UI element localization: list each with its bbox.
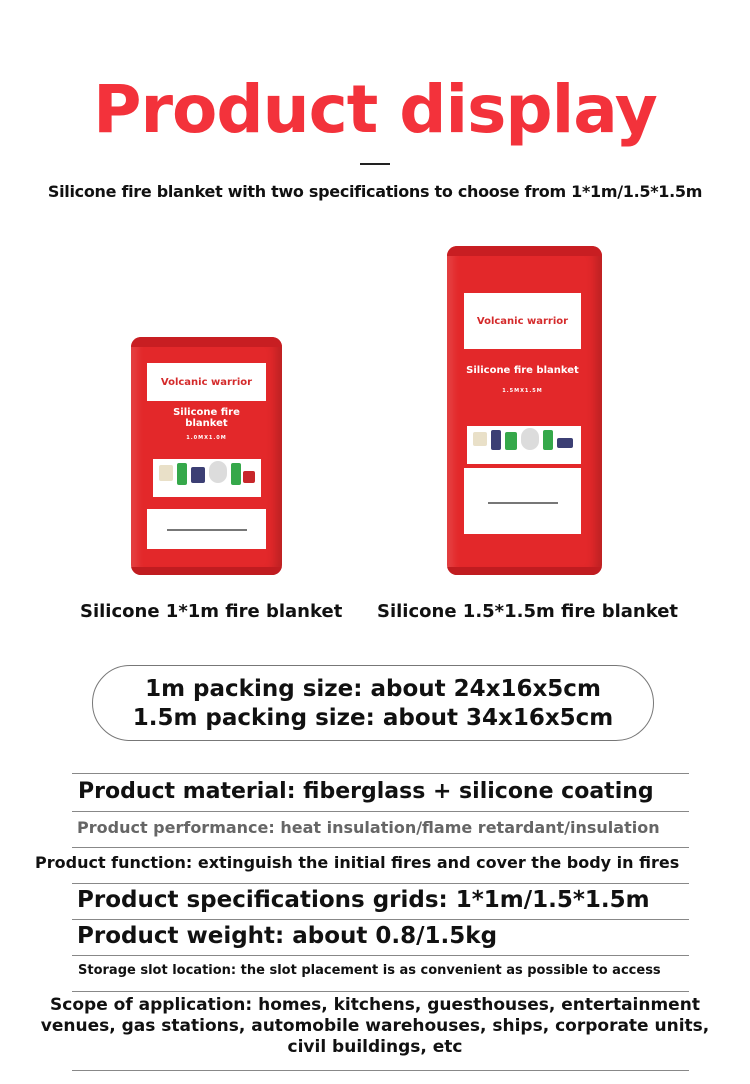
row-divider (72, 1070, 689, 1071)
spec-scope (20, 995, 730, 1058)
spec-scope-line-1: Scope of application: homes, kitchens, guesthouses, entertainment (50, 995, 700, 1015)
spec-performance: Product performance: heat insulation/flame retardant/insulation (77, 818, 660, 837)
product-name-panel (147, 403, 266, 461)
product-brand-label (464, 293, 581, 349)
spec-storage: Storage slot location: the slot placement is as convenient as possible to access (78, 963, 661, 978)
product-size-mark: 1.0MX1.0M (186, 435, 227, 441)
manufacturer-panel (464, 468, 581, 534)
product-name-line-1: Silicone fire (173, 407, 240, 418)
product-name-line-1: Silicone fire blanket (466, 365, 579, 376)
row-divider (72, 847, 689, 848)
usage-illustration (153, 459, 261, 497)
spec-weight: Product weight: about 0.8/1.5kg (77, 923, 498, 949)
row-divider (72, 773, 689, 774)
spec-grids: Product specifications grids: 1*1m/1.5*1.5m (77, 887, 650, 913)
spec-material: Product material: fiberglass + silicone coating (78, 779, 654, 804)
usage-illustration (467, 426, 581, 464)
product-brand-text: Volcanic warrior (476, 315, 569, 327)
row-divider (72, 991, 689, 992)
packing-size-1m: 1m packing size: about 24x16x5cm (145, 676, 601, 702)
product-image-1m (131, 337, 282, 575)
spec-scope-line-3: civil buildings, etc (287, 1037, 463, 1057)
tin-base (131, 567, 282, 575)
tin-base (447, 567, 602, 575)
tin-lid (131, 337, 282, 347)
packing-size-1-5m: 1.5m packing size: about 34x16x5cm (132, 705, 614, 731)
spec-scope-line-2: venues, gas stations, automobile warehouses, ships, corporate units, (40, 1016, 710, 1036)
product-caption-1-5m: Silicone 1.5*1.5m fire blanket (377, 601, 679, 622)
product-brand-text: Volcanic warrior (160, 376, 253, 388)
title-divider (360, 163, 390, 165)
row-divider (72, 955, 689, 956)
manufacturer-panel (147, 509, 266, 549)
product-size-mark: 1.5MX1.5M (502, 388, 543, 394)
tin-lid (447, 246, 602, 256)
spec-function: Product function: extinguish the initial fires and cover the body in fires (35, 853, 680, 872)
packing-size-box (92, 665, 654, 741)
row-divider (72, 811, 689, 812)
page-subtitle: Silicone fire blanket with two specifications to choose from 1*1m/1.5*1.5m (47, 182, 703, 201)
product-name-line-2: blanket (185, 418, 228, 429)
product-name-panel (464, 351, 581, 409)
page-title: Product display (93, 71, 657, 148)
product-brand-label (147, 363, 266, 401)
product-image-1-5m (447, 246, 602, 575)
product-caption-1m: Silicone 1*1m fire blanket (80, 601, 343, 622)
